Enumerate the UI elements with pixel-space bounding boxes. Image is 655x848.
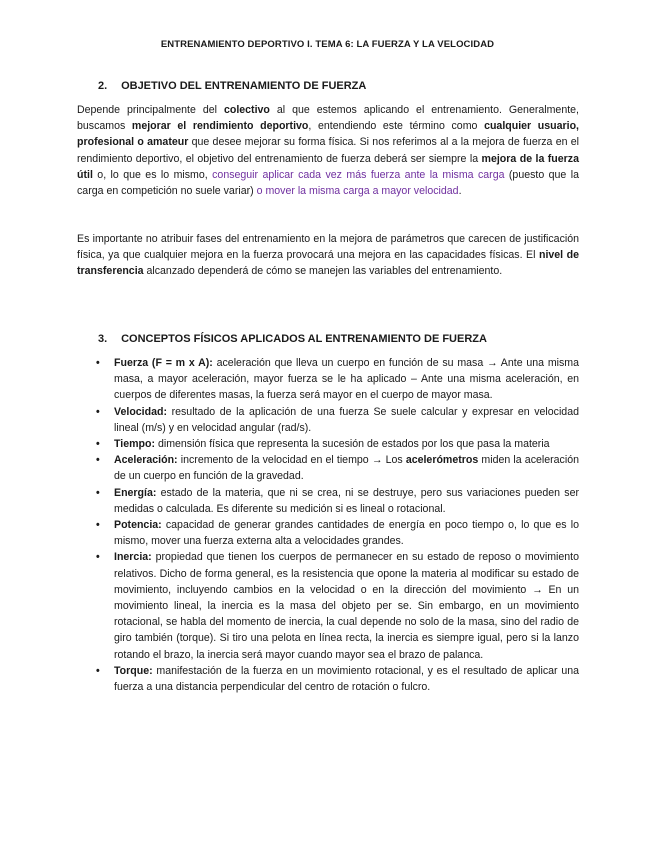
bullet-icon: • bbox=[96, 454, 100, 467]
list-item bbox=[77, 517, 579, 549]
concept-text: incremento de la velocidad en el tiempo → Los bbox=[177, 454, 406, 467]
concept-text: estado de la materia, que ni se crea, ni se destruye, pero sus variaciones pueden ser medidas o calculada. Es diferente su medición si es lineal o rotacional. bbox=[114, 486, 579, 515]
p1-bold: mejorar el rendimiento deportivo bbox=[131, 120, 309, 133]
concepts-list bbox=[77, 355, 579, 695]
section-3-number: 3. bbox=[98, 333, 108, 345]
concept-text: miden la aceleración de un cuerpo en función de la gravedad. bbox=[114, 454, 579, 483]
p1-text: (puesto que la carga en competición no suele variar) bbox=[77, 168, 579, 198]
concept-text: capacidad de generar grandes cantidades de energía en poco tiempo o, lo que es lo mismo, mover una fuerza externa alta a velocidades grandes. bbox=[114, 519, 579, 548]
p2-text: alcanzado dependerá de cómo se manejen las variables del entrenamiento. bbox=[143, 265, 503, 278]
p1-highlight: conseguir aplicar cada vez más fuerza ante la misma carga bbox=[212, 168, 505, 181]
section-2-title: OBJETIVO DEL ENTRENAMIENTO DE FUERZA bbox=[121, 80, 367, 92]
list-item bbox=[77, 485, 579, 517]
p1-text: Depende principalmente del bbox=[77, 104, 224, 116]
concept-term: acelerómetros bbox=[405, 454, 479, 467]
p1-bold: colectivo bbox=[223, 104, 270, 116]
list-item bbox=[77, 452, 579, 484]
section-2-paragraph-2 bbox=[77, 231, 579, 280]
list-item bbox=[77, 355, 579, 404]
concept-term: Potencia: bbox=[114, 519, 162, 532]
bullet-icon: • bbox=[96, 357, 100, 369]
section-2-paragraph-1 bbox=[77, 102, 579, 199]
list-item bbox=[77, 663, 579, 695]
concept-term: Velocidad: bbox=[114, 405, 167, 418]
concept-text: resultado de la aplicación de una fuerza Se suele calcular y expresar en velocidad lineal (m/s) y en velocidad angular (rad/s). bbox=[114, 405, 579, 434]
list-item bbox=[77, 404, 579, 436]
bullet-icon: • bbox=[96, 405, 100, 418]
concept-term: Fuerza (F = m x A): bbox=[114, 357, 213, 369]
p1-text: que desee mejorar su forma física. Si nos referimos al a la mejora de fuerza en el rendimiento deportivo, el objetivo del entrenamiento de fuerza deberá ser siempre la bbox=[77, 136, 579, 165]
p2-text: Es importante no atribuir fases del entrenamiento en la mejora de parámetros que carecen de justificación física, ya que cualquier mejora en la fuerza provocará una mejora en las capacidades físicas. El bbox=[77, 233, 579, 262]
concept-term: Energía: bbox=[114, 486, 157, 499]
concept-term: Torque: bbox=[114, 664, 153, 677]
concept-text: manifestación de la fuerza en un movimiento rotacional, y es el resultado de aplicar una fuerza a una distancia perpendicular del centro de rotación o fulcro. bbox=[114, 664, 579, 694]
page-header: ENTRENAMIENTO DEPORTIVO I. TEMA 6: LA FUERZA Y LA VELOCIDAD bbox=[160, 39, 495, 50]
bullet-icon: • bbox=[96, 551, 100, 564]
concept-text: aceleración que lleva un cuerpo en función de su masa → Ante una misma masa, a mayor aceleración, mayor fuerza se le ha aplicado – Ante una misma aceleración, en cuerpos de diferentes masas, la fuerza será mayor en el cuerpo de mayor masa. bbox=[114, 357, 580, 402]
section-3-title: CONCEPTOS FÍSICOS APLICADOS AL ENTRENAMIENTO DE FUERZA bbox=[121, 333, 487, 345]
section-2-number: 2. bbox=[98, 80, 108, 92]
list-item bbox=[77, 549, 579, 662]
concept-term: Tiempo: bbox=[114, 438, 156, 451]
concept-text: dimensión física que representa la sucesión de estados por los que pasa la materia bbox=[155, 438, 550, 451]
concept-text: propiedad que tienen los cuerpos de permanecer en su estado de reposo o movimiento relativos. Dicho de forma general, es la resistencia que opone la materia al modificar su estado de movimiento, incluyendo cambios en la velocidad o en la dirección del movimiento → En un movimiento lineal, la inercia es la masa del objeto per se. Sin embargo, en un movimiento rotacional, se habla del momento de inercia, la cual depende no solo de la masa, sino del radio de giro también (torque). Si tiro una pelota en línea recta, la inercia es siempre igual, pero si la lanzo rotando el brazo, la inercia será mayor cuando mayor sea el brazo de palanca. bbox=[114, 551, 579, 661]
p1-text: o, lo que es lo mismo, bbox=[92, 168, 213, 181]
p1-highlight: o mover la misma carga a mayor velocidad bbox=[256, 185, 459, 198]
concept-term: Aceleración: bbox=[114, 454, 178, 467]
section-2-heading bbox=[98, 80, 366, 92]
bullet-icon: • bbox=[96, 664, 100, 677]
bullet-icon: • bbox=[96, 486, 100, 499]
p1-text: al que estemos aplicando el entrenamiento. Generalmente, buscamos bbox=[77, 104, 579, 133]
bullet-icon: • bbox=[96, 519, 100, 532]
p1-bold: cualquier usuario, profesional o amateur bbox=[77, 120, 579, 149]
concept-term: Inercia: bbox=[114, 551, 152, 564]
p1-bold: mejora de la fuerza útil bbox=[77, 152, 579, 181]
p2-bold: nivel de transferencia bbox=[77, 249, 579, 278]
bullet-icon: • bbox=[96, 438, 100, 451]
list-item bbox=[77, 436, 579, 452]
p1-text: . bbox=[458, 185, 462, 198]
section-3-heading bbox=[98, 333, 487, 345]
p1-text: , entendiendo este término como bbox=[308, 120, 485, 133]
